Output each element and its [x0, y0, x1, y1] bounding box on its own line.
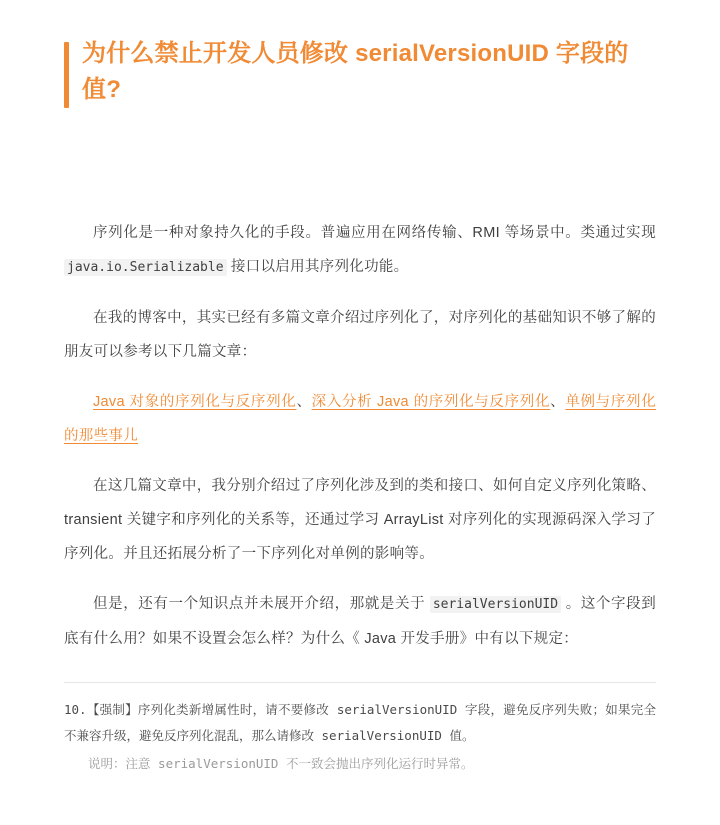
page-title: 为什么禁止开发人员修改 serialVersionUID 字段的值? [82, 40, 629, 103]
paragraph-1 [64, 216, 656, 285]
link-separator-2: 、 [550, 394, 566, 410]
paragraph-3-links [64, 385, 656, 453]
code-serialversionuid: serialVersionUID [430, 596, 561, 613]
document-page [0, 36, 720, 825]
paragraph-2-run-1: 在我的博客中，其实已经有多篇文章介绍过序列化了，对序列化的基础知识不够了解的朋友可以参考以下几篇文章： [64, 310, 656, 360]
paragraph-5-run-1: 但是，还有一个知识点并未展开介绍，那就是关于 [93, 596, 430, 612]
rule-note-text: 注意 serialVersionUID 不一致会抛出序列化运行时异常。 [125, 756, 474, 771]
article-body [64, 216, 656, 656]
paragraph-1-run-1: 序列化是一种对象持久化的手段。普遍应用在网络传输、RMI 等场景中。类通过实现 [93, 225, 656, 241]
link-java-object-serialization[interactable]: Java 对象的序列化与反序列化 [93, 394, 297, 410]
rule-level: 【强制】 [86, 702, 138, 717]
rule-index: 10. [64, 702, 87, 717]
paragraph-2 [64, 301, 656, 369]
title-accent-bar [64, 42, 69, 108]
link-separator-1: 、 [296, 394, 312, 410]
rule-note [88, 751, 656, 777]
rule-body: 序列化类新增属性时，请不要修改 serialVersionUID 字段，避免反序列失败；如果完全不兼容升级，避免反序列化混乱，那么请修改 serialVersionUID 值。 [64, 702, 656, 743]
article-title-block [64, 36, 656, 108]
code-serializable-interface: java.io.Serializable [64, 259, 227, 276]
rule-note-label: 说明： [88, 756, 126, 771]
link-singleton-serialization[interactable]: 单例与序列化的那些事儿 [64, 394, 656, 444]
paragraph-4-run-1: 在这几篇文章中，我分别介绍过了序列化涉及到的类和接口、如何自定义序列化策略、transient 关键字和序列化的关系等，还通过学习 ArrayList 对序列化的实现源码深入学习了序列化。并且还拓展分析了一下序列化对单例的影响等。 [64, 478, 656, 562]
rule-text [64, 697, 656, 749]
handbook-rule-block [64, 682, 656, 777]
paragraph-4 [64, 469, 656, 571]
paragraph-5 [64, 587, 656, 656]
paragraph-1-run-3: 接口以启用其序列化功能。 [226, 259, 409, 275]
paragraph-5-run-3: 。这个字段到底有什么用？如果不设置会怎么样？为什么《 Java 开发手册》中有以下规定： [64, 596, 656, 647]
link-deep-analysis-serialization[interactable]: 深入分析 Java 的序列化与反序列化 [311, 394, 551, 410]
